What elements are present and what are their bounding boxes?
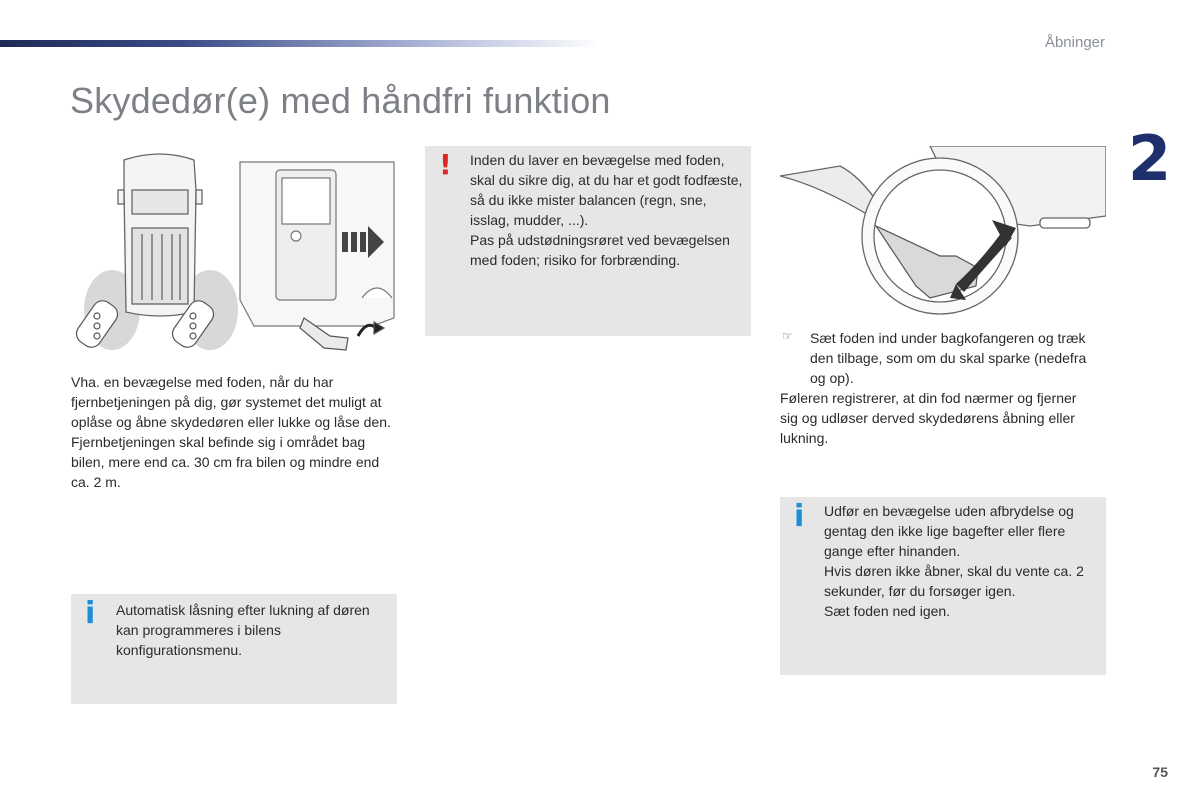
info-box-left [71,594,397,704]
pointer-bullet-icon: ☞ [782,329,793,343]
instruction-result: Føleren registrerer, at din fod nærmer og fjerner sig og udløser derved skydedørens åbning eller lukning. [780,390,1077,446]
van-top-view [118,154,202,316]
section-title: Åbninger [1044,34,1105,51]
van-handsfree-illustration [72,150,398,360]
info-box-right [780,497,1106,675]
instruction-step-text: Sæt foden ind under bagkofangeren og træk den tilbage, som om du skal sparke (nedefra og op). [810,330,1087,386]
info-box-right-text: Udfør en bevægelse uden afbrydelse og gentag den ikke lige bagefter eller flere gange efter hinanden. Hvis døren ikke åbner, skal du vente ca. 2 sekunder, før du forsøger igen. Sæt foden ned igen. [824,503,1084,619]
info-icon: i [794,499,805,534]
intro-text: Vha. en bevægelse med foden, når du har fjernbetjeningen på dig, gør systemet det muligt at oplåse og åbne skydedøren eller lukke og låse den. Fjernbetjeningen skal befinde sig i området bag bilen, mere end ca. 30 cm fra bilen og mindre end ca. 2 m. [71,374,391,490]
bumper-kick-illustration [780,146,1106,316]
chapter-number: 2 [1128,122,1172,195]
info-box-left-text: Automatisk låsning efter lukning af døren kan programmeres i bilens konfigurationsmenu. [116,602,370,658]
header-gradient-bar [0,40,600,47]
warning-icon: ! [439,148,452,181]
warning-box [425,146,751,336]
warning-box-text: Inden du laver en bevægelse med foden, skal du sikre dig, at du har et godt fodfæste, så du ikke mister balancen (regn, sne, isslag, mudder, ...). Pas på udstødningsrøret ved bevægelsen med foden; risiko for forbrænding. [470,152,743,268]
page-number: 75 [1152,764,1168,780]
instruction-step [782,328,1092,388]
info-icon: i [85,596,96,631]
page-title: Skydedør(e) med håndfri funktion [70,80,611,121]
